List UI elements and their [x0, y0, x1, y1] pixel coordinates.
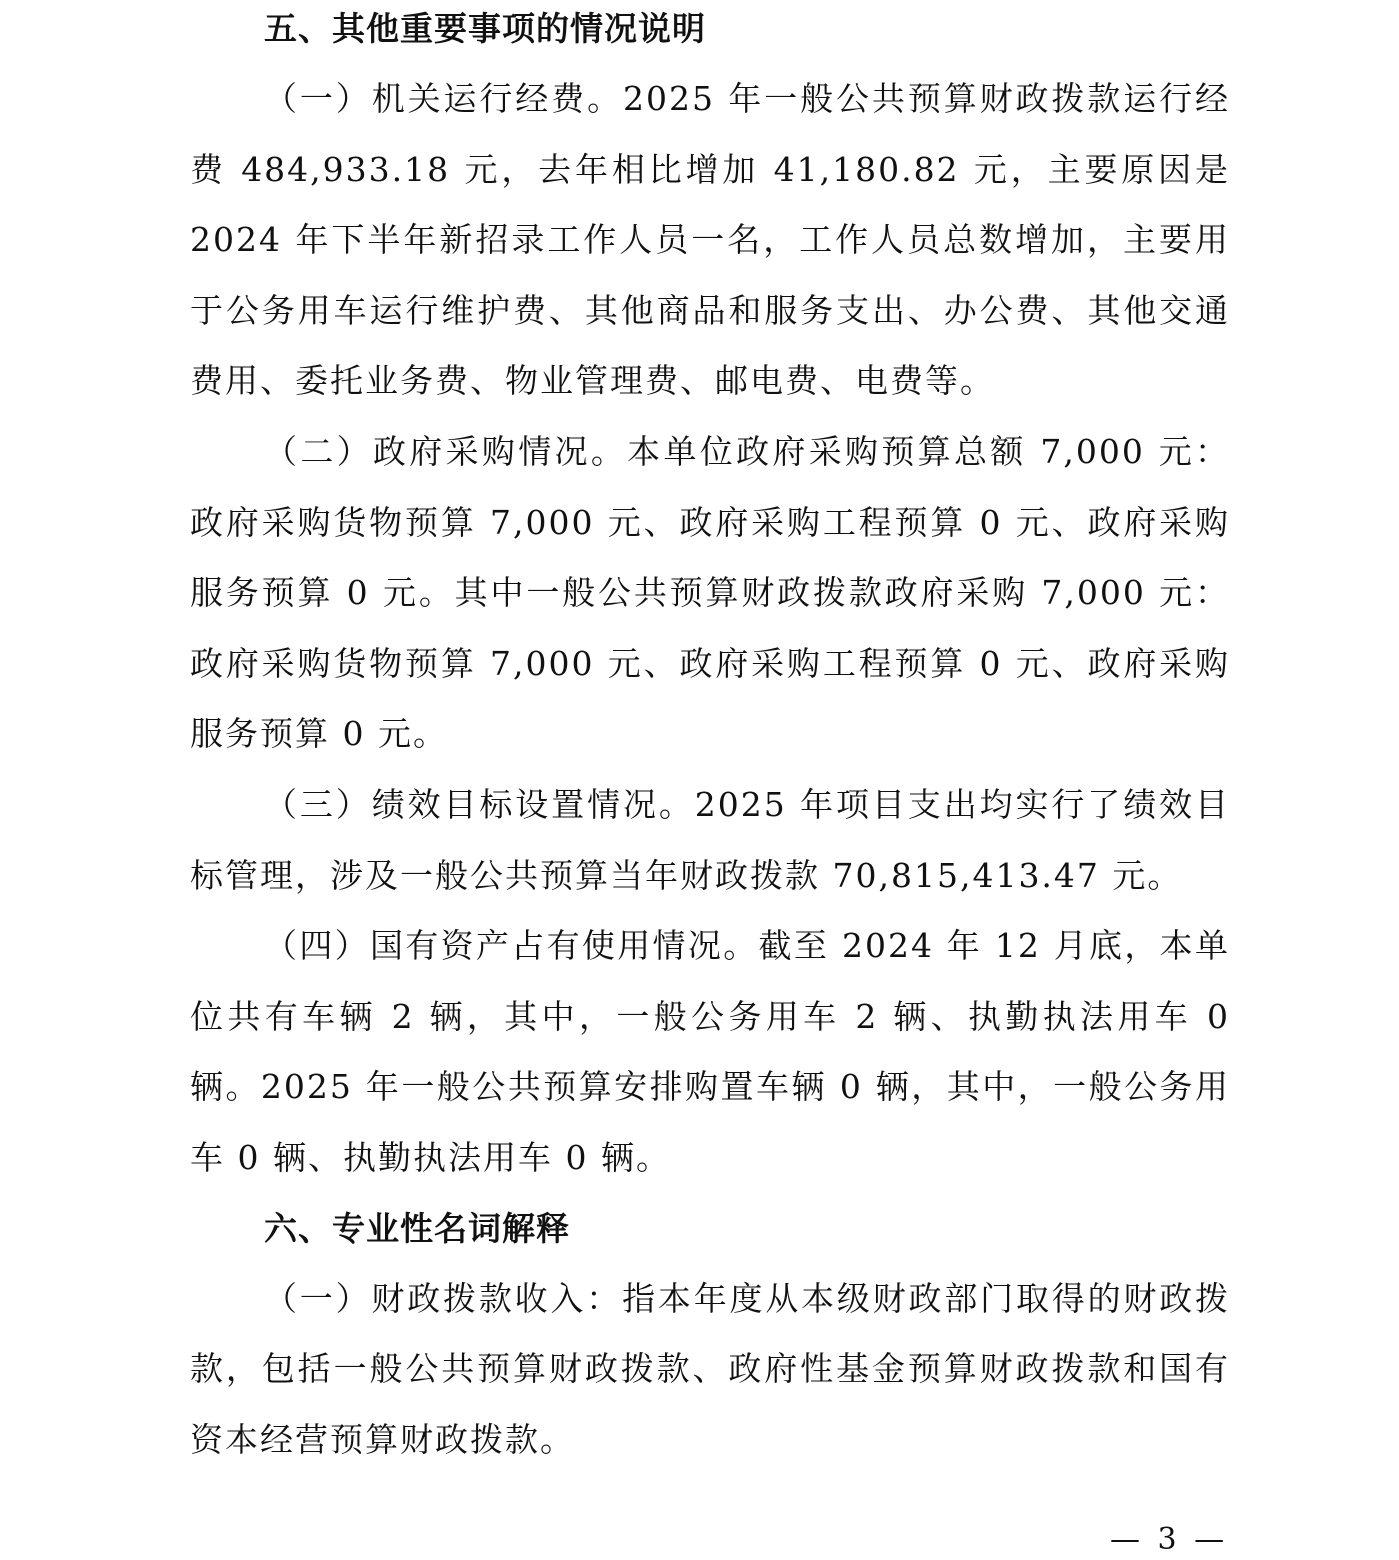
- paragraph-lead: （二）政府采购情况。: [264, 431, 628, 471]
- paragraph-lead: （三）绩效目标设置情况。: [264, 784, 695, 824]
- paragraph-lead: （一）财政拨款收入：: [264, 1278, 623, 1318]
- paragraph-performance-goals: [190, 770, 1230, 911]
- section-heading-other-matters: 五、其他重要事项的情况说明: [264, 9, 706, 48]
- paragraph-operating-funds: [190, 64, 1230, 417]
- paragraph-body: 指本年度从本级财政部门取得的财政拨款，包括一般公共预算财政拨款、政府性基金预算财政拨款和国有资本经营预算财政拨款。: [190, 1278, 1231, 1459]
- paragraph-lead: （四）国有资产占有使用情况。: [264, 926, 759, 966]
- paragraph-body: 截至 2024 年 12 月底，本单位共有车辆 2 辆，其中，一般公务用车 2 辆、执勤执法用车 0 辆。2025 年一般公共预算安排购置车辆 0 辆，其中，一般公务用车 0 辆、执勤执法用车 0 辆。: [190, 926, 1230, 1177]
- section-heading-terminology: 六、专业性名词解释: [264, 1208, 570, 1248]
- paragraph-fiscal-allocation-income: [190, 1264, 1230, 1476]
- paragraph-lead: （一）机关运行经费。: [264, 79, 623, 118]
- paragraph-body: 2025 年一般公共预算财政拨款运行经费 484,933.18 元，去年相比增加 41,180.82 元，主要原因是 2024 年下半年新招录工作人员一名，工作人员总数增加，主要用于公务用车运行维护费、其他商品和服务支出、办公费、其他交通费用、委托业务费、物业管理费、邮电费、电费等。: [190, 79, 1230, 401]
- paragraph-body: 2025 年项目支出均实行了绩效目标管理，涉及一般公共预算当年财政拨款 70,815,413.47 元。: [190, 784, 1230, 895]
- paragraph-state-assets: [190, 911, 1230, 1193]
- page-number: — 3 —: [1110, 1522, 1229, 1557]
- paragraph-government-procurement: [190, 417, 1230, 770]
- document-page: [190, 0, 1230, 1475]
- paragraph-body: 本单位政府采购预算总额 7,000 元：政府采购货物预算 7,000 元、政府采购工程预算 0 元、政府采购服务预算 0 元。其中一般公共预算财政拨款政府采购 7,000 元：政府采购货物预算 7,000 元、政府采购工程预算 0 元、政府采购服务预算 0 元。: [190, 431, 1231, 754]
